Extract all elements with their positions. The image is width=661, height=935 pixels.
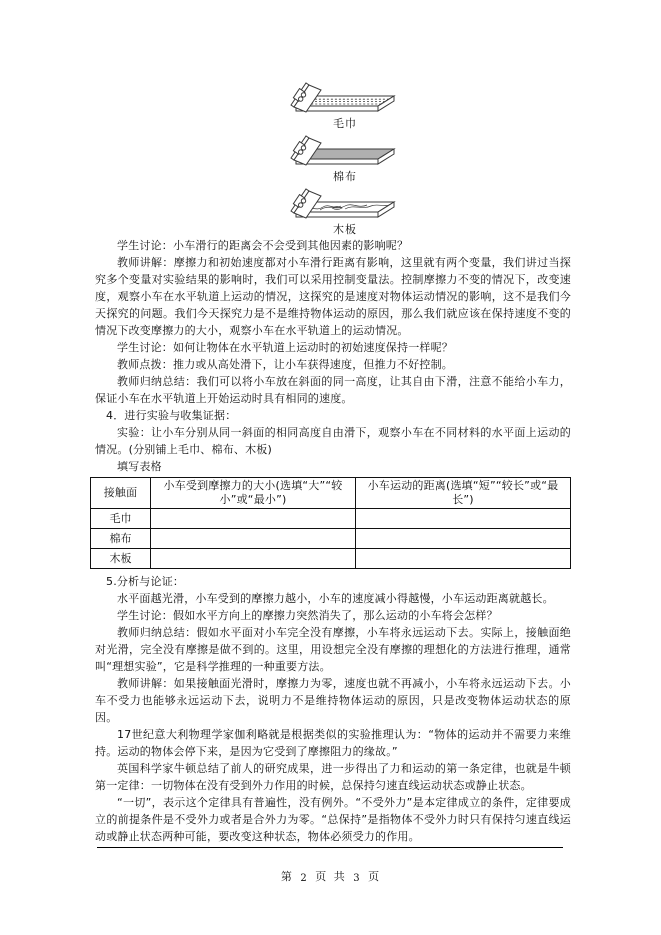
footer-divider (97, 847, 563, 848)
footer-page-number: 2 (300, 873, 308, 884)
figure-cotton-track (290, 132, 400, 183)
page-footer (0, 868, 661, 884)
cotton-incline-illustration (290, 132, 400, 170)
section-heading-5: 5.分析与论证： (106, 575, 185, 588)
cell-surface: 木板 (91, 549, 151, 569)
section-heading-4: 4．进行实验与收集证据： (106, 409, 237, 422)
figure-wood-track (290, 185, 400, 236)
cell-friction-blank (151, 529, 356, 549)
header-move-distance: 小车运动的距离(选填“短”“较长”或“最长”) (356, 478, 571, 509)
cell-friction-blank (151, 549, 356, 569)
experiment-figures (289, 79, 401, 238)
towel-incline-illustration (290, 79, 400, 117)
footer-text: 页 (368, 870, 381, 883)
paragraph-fill-table: 填写表格 (117, 460, 162, 473)
cell-distance-blank (356, 549, 571, 569)
wood-incline-illustration (290, 185, 400, 223)
footer-text: 页 (315, 870, 328, 883)
cell-surface: 毛巾 (91, 509, 151, 529)
footer-text: 共 (333, 870, 346, 883)
paragraph-law-notes: “一切”，表示这个定律具有普遍性，没有例外。“不受外力”是本定律成立的条件，定律要成立的前提条件是不受外力或者是合外力为零。“总保持”是指物体不受外力时只有保持匀速直线运动或静止状态两种可能，要改变这种状态，物体必须受力的作用。 (95, 796, 571, 843)
paragraph-experiment: 实验：让小车分别从同一斜面的相同高度自由滑下，观察小车在不同材料的水平面上运动的情况。(分别铺上毛巾、棉布、木板) (95, 426, 571, 456)
paragraph-teacher-tip: 教师点拨：推力或从高处滑下，让小车获得速度，但推力不好控制。 (117, 358, 453, 371)
footer-total-pages: 3 (353, 873, 361, 884)
table-row (91, 509, 571, 529)
paragraph-student-discussion: 学生讨论：假如水平方向上的摩擦力突然消失了，那么运动的小车将会怎样？ (117, 609, 498, 622)
cell-distance-blank (356, 509, 571, 529)
paragraph-ideal-experiment: 教师归纳总结：假如水平面对小车完全没有摩擦，小车将永远运动下去。实际上，接触面绝对光滑，完全没有摩擦是做不到的。这里，用设想完全没有摩擦的理想化的方法进行推理，通常叫“理想实验”，它是科学推理的一种重要方法。 (95, 626, 571, 673)
figure-label: 木板 (333, 223, 357, 236)
paragraph-galileo: 17世纪意大利物理学家伽利略就是根据类似的实验推理认为：“物体的运动并不需要力来维持。运动的物体会停下来，是因为它受到了摩擦阻力的缘故。” (95, 728, 571, 758)
experiment-table (90, 477, 571, 569)
paragraph-newton-first-law: 英国科学家牛顿总结了前人的研究成果，进一步得出了力和运动的第一条定律，也就是牛顿第一定律：一切物体在没有受到外力作用的时候，总保持匀速直线运动状态或静止状态。 (95, 762, 571, 792)
paragraph-teacher-explain: 教师讲解：如果接触面光滑时，摩擦力为零，速度也就不再减小，小车将永远运动下去。小车不受力也能够永远运动下去，说明力不是维持物体运动的原因，只是改变物体运动状态的原因。 (95, 677, 571, 724)
table-row (91, 529, 571, 549)
figure-label: 棉布 (333, 170, 357, 183)
paragraph-student-discussion: 学生讨论：如何让物体在水平轨道上运动时的初始速度保持一样呢？ (117, 341, 453, 354)
figure-label: 毛巾 (333, 117, 357, 130)
lesson-content (95, 237, 571, 845)
cell-distance-blank (356, 529, 571, 549)
paragraph-student-discussion: 学生讨论：小车滑行的距离会不会受到其他因素的影响呢？ (117, 239, 409, 252)
paragraph-analysis: 水平面越光滑，小车受到的摩擦力越小，小车的速度减小得越慢，小车运动距离就越长。 (117, 592, 554, 605)
table-row (91, 549, 571, 569)
footer-text: 第 (280, 870, 293, 883)
header-contact-surface: 接触面 (91, 478, 151, 509)
figure-towel-track (290, 79, 400, 130)
header-friction-size: 小车受到摩擦力的大小(选填“大”“较小”或“最小”) (151, 478, 356, 509)
cell-surface: 棉布 (91, 529, 151, 549)
paragraph-teacher-summary: 教师归纳总结：我们可以将小车放在斜面的同一高度，让其自由下滑，注意不能给小车力，保证小车在水平轨道上开始运动时具有相同的速度。 (95, 375, 571, 405)
cell-friction-blank (151, 509, 356, 529)
paragraph-teacher-explain: 教师讲解：摩擦力和初始速度都对小车滑行距离有影响，这里就有两个变量，我们讲过当探究多个变量对实验结果的影响时，我们可以采用控制变量法。控制摩擦力不变的情况下，改变速度，观察小车在水平轨道上运动的情况，这探究的是速度对物体运动情况的影响，这不是我们今天探究的问题。我们今天探究力是不是维持物体运动的原因，那么我们就应该在保持速度不变的情况下改变摩擦力的大小，观察小车在水平轨道上的运动情况。 (95, 256, 571, 337)
table-header-row (91, 478, 571, 509)
